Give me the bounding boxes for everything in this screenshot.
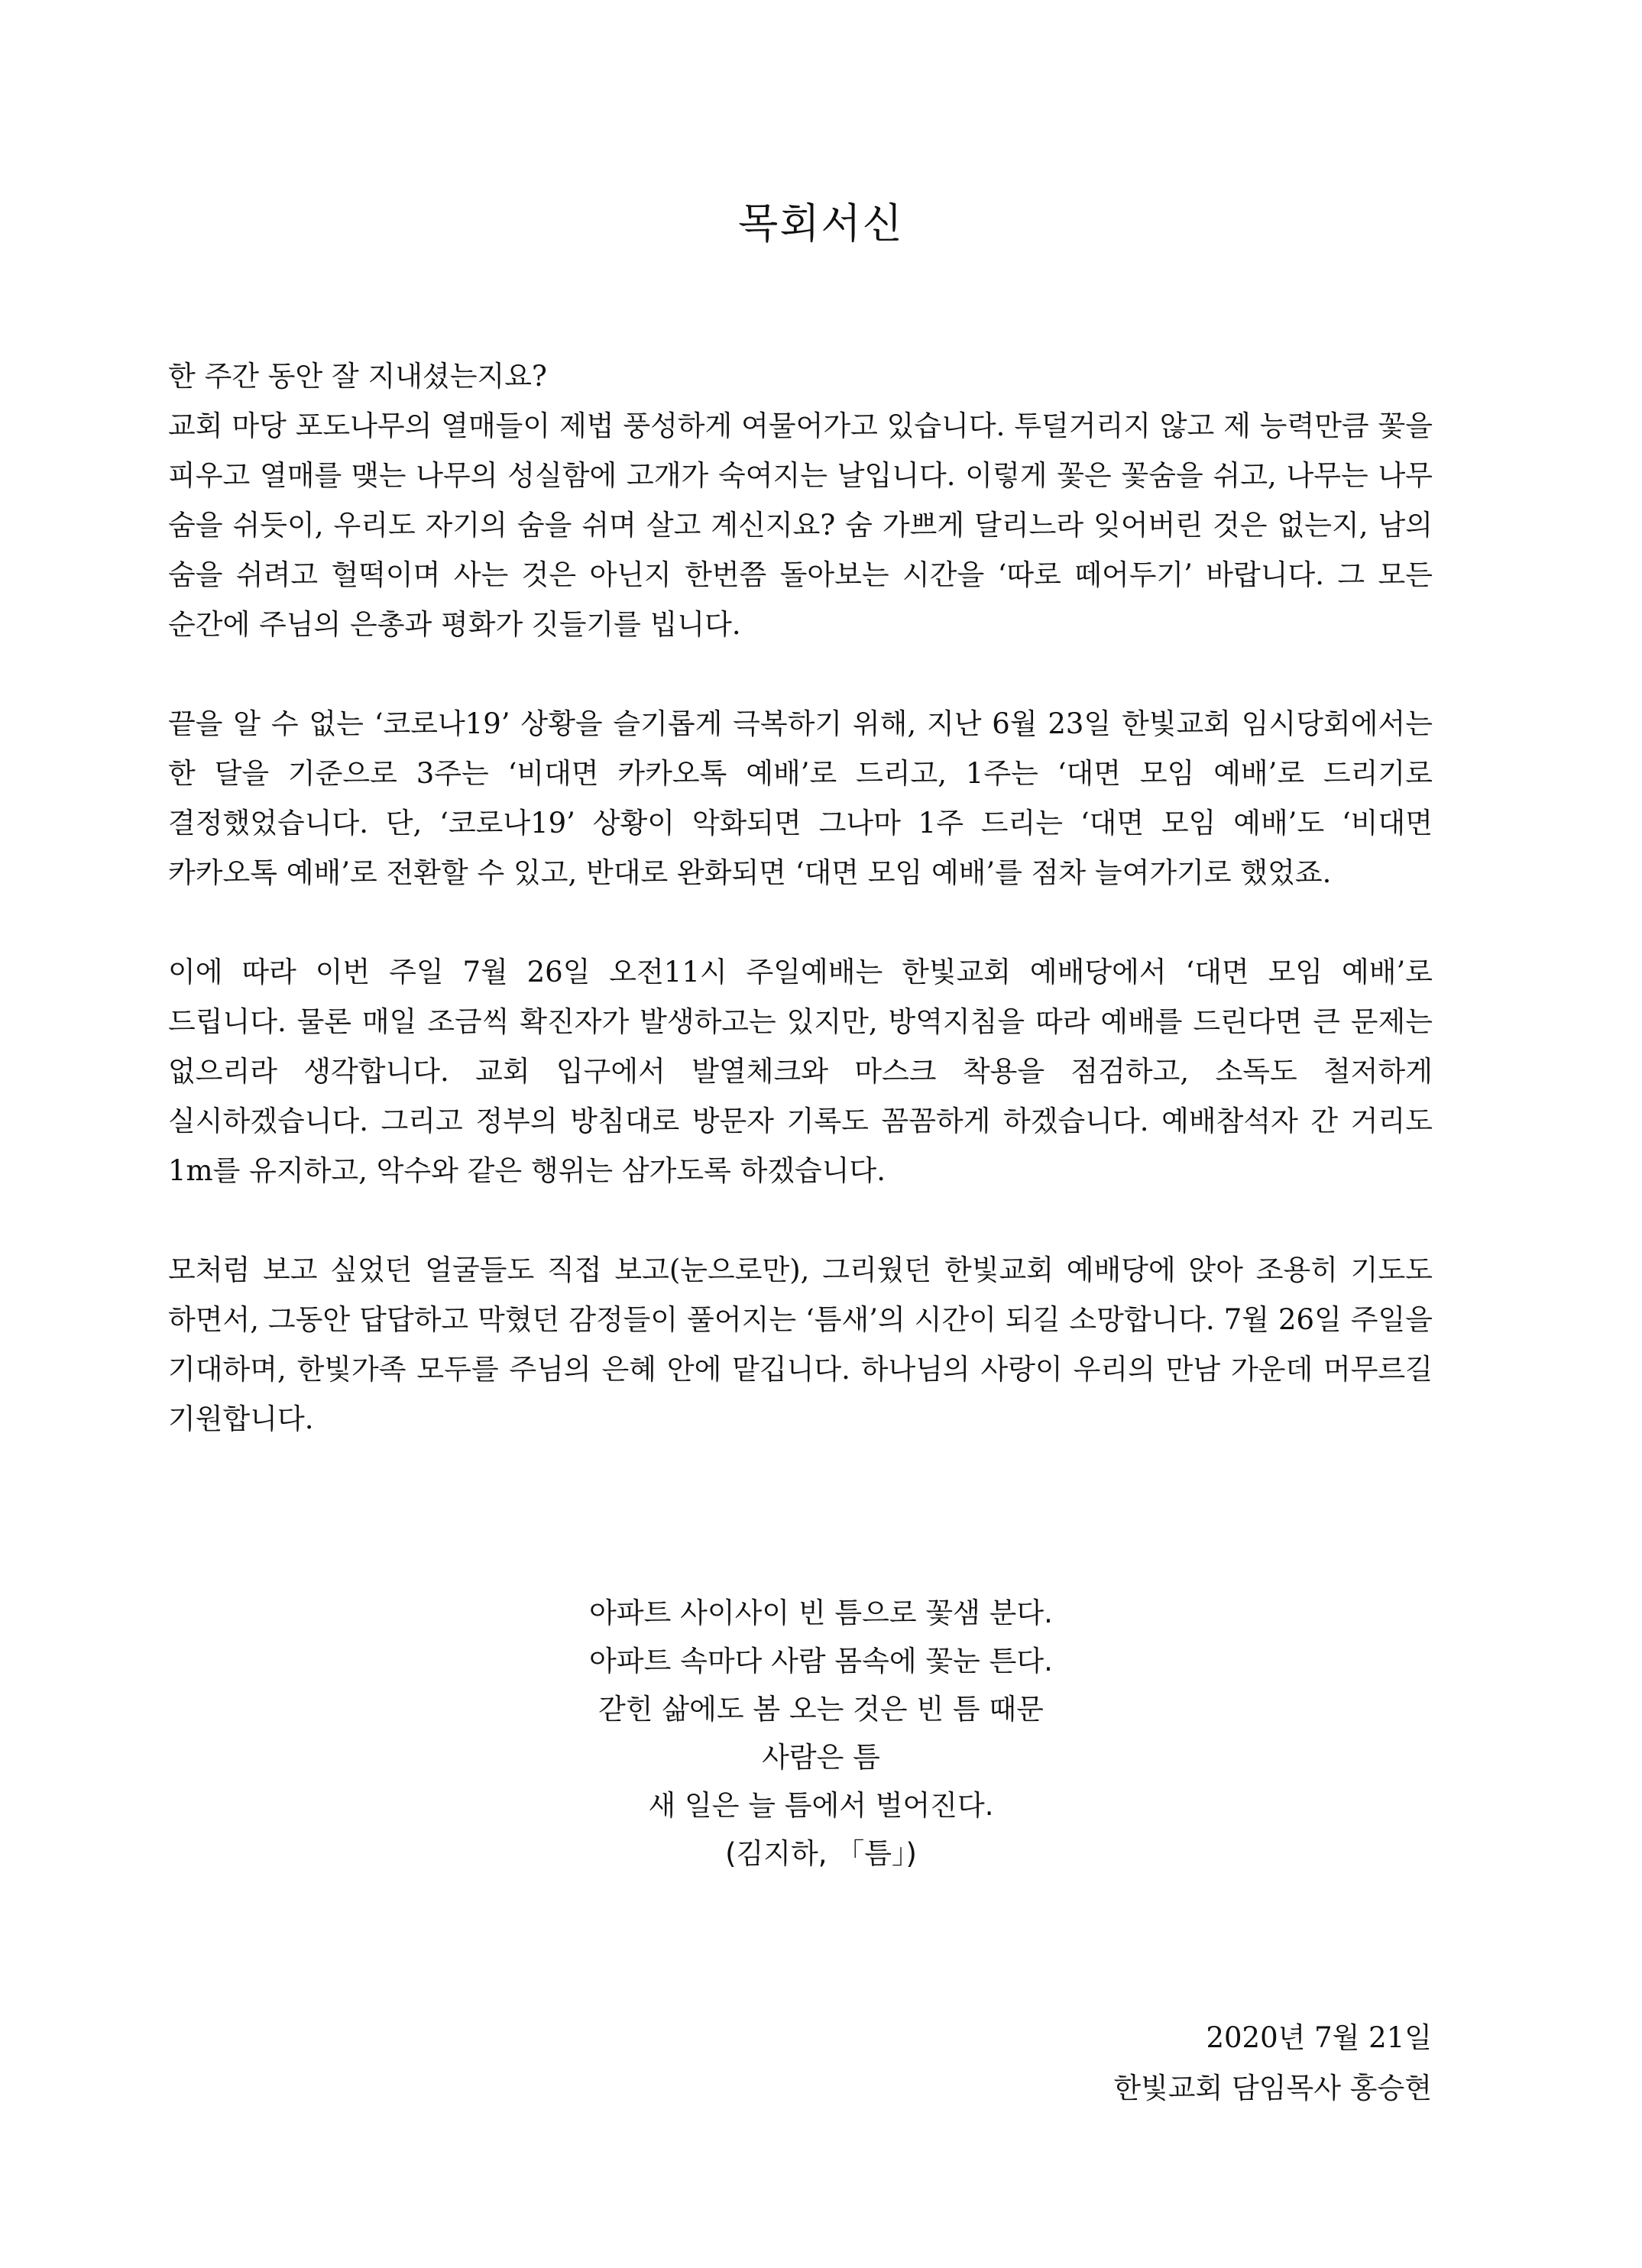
- poem-block: [0, 1589, 1642, 1878]
- paragraph-sunday-worship: 이에 따라 이번 주일 7월 26일 오전11시 주일예배는 한빛교회 예배당에서 ‘대면 모임 예배’로 드립니다. 물론 매일 조금씩 확진자가 발생하고는 있지만, 방역지침을 따라 예배를 드린다면 큰 문제는 없으리라 생각합니다. 교회 입구에서 발열체크와 마스크 착용을 점검하고, 소독도 철저하게 실시하겠습니다. 그리고 정부의 방침대로 방문자 기록도 꼼꼼하게 하겠습니다. 예배참석자 간 거리도 1m를 유지하고, 악수와 같은 행위는 삼가도록 하겠습니다.: [168, 956, 1433, 1187]
- letter-title: 목회서신: [738, 199, 904, 248]
- poem-citation: (김지하, 「틈」): [725, 1837, 917, 1870]
- letter-author: 한빛교회 담임목사 홍승현: [1113, 2072, 1432, 2105]
- poem-line: 아파트 속마다 사람 몸속에 꽃눈 튼다.: [589, 1645, 1053, 1678]
- greeting-paragraph: 한 주간 동안 잘 지내셨는지요?: [168, 360, 547, 393]
- poem-line: 갇힌 삶에도 봄 오는 것은 빈 틈 때문: [598, 1693, 1044, 1726]
- paragraph-closing: 모처럼 보고 싶었던 얼굴들도 직접 보고(눈으로만), 그리웠던 한빛교회 예배당에 앉아 조용히 기도도 하면서, 그동안 답답하고 막혔던 감정들이 풀어지는 ‘틈새’의 시간이 되길 소망합니다. 7월 26일 주일을 기대하며, 한빛가족 모두를 주님의 은혜 안에 맡깁니다. 하나님의 사랑이 우리의 만남 가운데 머무르길 기원합니다.: [168, 1254, 1433, 1435]
- poem-line: 아파트 사이사이 빈 틈으로 꽃샘 분다.: [589, 1597, 1053, 1629]
- signature-block: [1113, 2013, 1432, 2114]
- letter-body: [168, 351, 1433, 1493]
- paragraph-covid-decision: 끝을 알 수 없는 ‘코로나19’ 상황을 슬기롭게 극복하기 위해, 지난 6월 23일 한빛교회 임시당회에서는 한 달을 기준으로 3주는 ‘비대면 카카오톡 예배’로 드리고, 1주는 ‘대면 모임 예배’로 드리기로 결정했었습니다. 단, ‘코로나19’ 상황이 악화되면 그나마 1주 드리는 ‘대면 모임 예배’도 ‘비대면 카카오톡 예배’로 전환할 수 있고, 반대로 완화되면 ‘대면 모임 예배’를 점차 늘여가기로 했었죠.: [168, 707, 1433, 889]
- poem-line: 새 일은 늘 틈에서 벌어진다.: [648, 1789, 994, 1822]
- poem-line: 사람은 틈: [762, 1741, 880, 1774]
- paragraph-grapevine: 교회 마당 포도나무의 열매들이 제법 풍성하게 여물어가고 있습니다. 투덜거리지 않고 제 능력만큼 꽃을 피우고 열매를 맺는 나무의 성실함에 고개가 숙여지는 날입니다. 이렇게 꽃은 꽃숨을 쉬고, 나무는 나무 숨을 쉬듯이, 우리도 자기의 숨을 쉬며 살고 계신지요? 숨 가쁘게 달리느라 잊어버린 것은 없는지, 남의 숨을 쉬려고 헐떡이며 사는 것은 아닌지 한번쯤 돌아보는 시간을 ‘따로 떼어두기’ 바랍니다. 그 모든 순간에 주님의 은총과 평화가 깃들기를 빕니다.: [168, 409, 1433, 641]
- letter-date: 2020년 7월 21일: [1206, 2021, 1432, 2054]
